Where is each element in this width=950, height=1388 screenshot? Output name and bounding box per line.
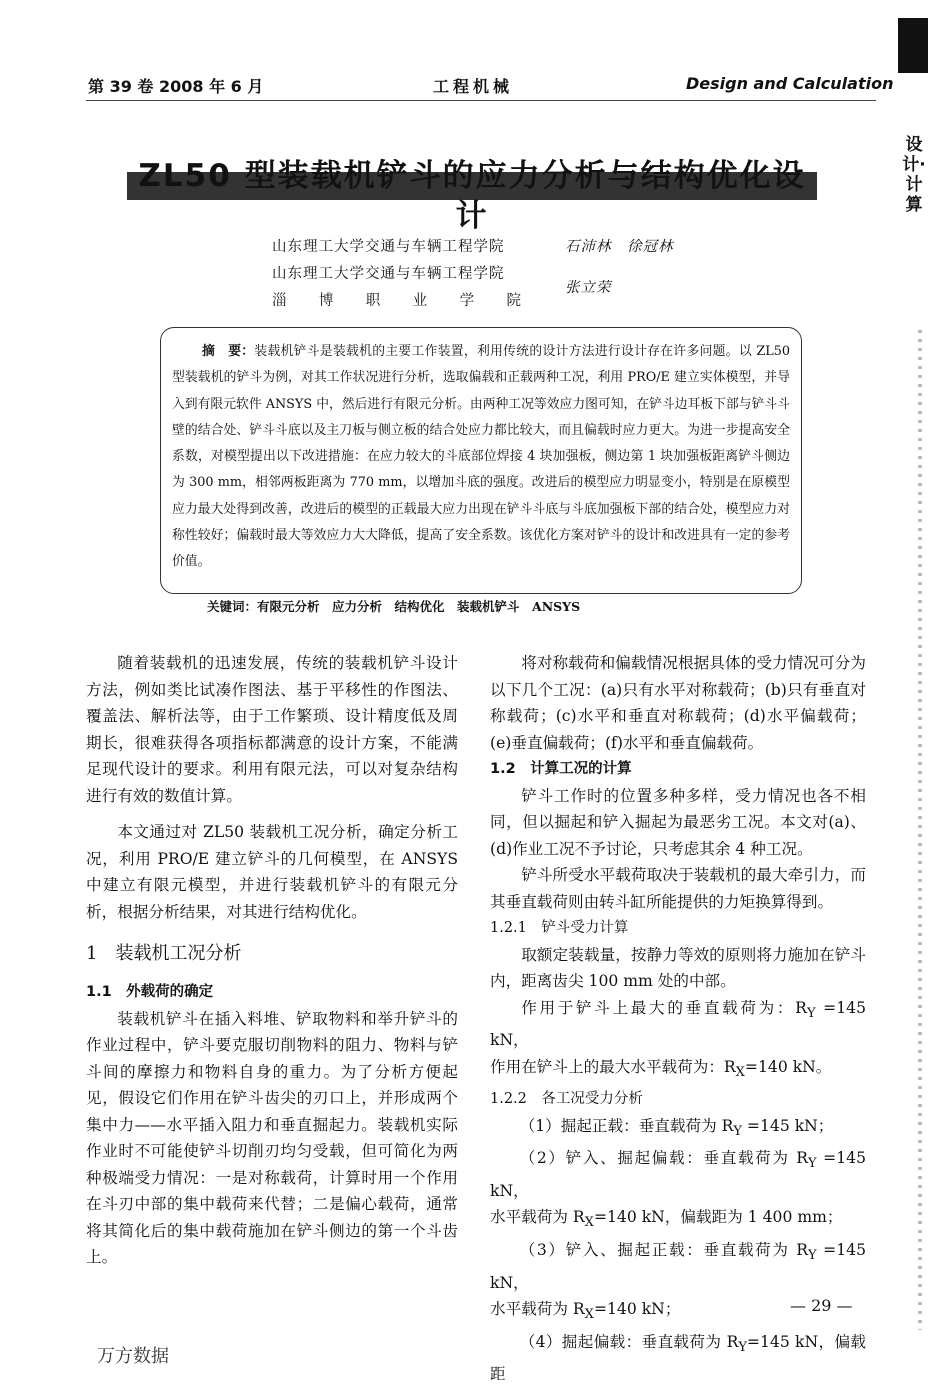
paragraph: 铲斗工作时的位置多种多样，受力情况也各不相同，但以掘起和铲入掘起为最恶劣工况。本文对(a)、(d)作业工况不予讨论，只考虑其余 4 种工况。 bbox=[490, 786, 866, 858]
text-run: 作用于铲斗上最大的垂直载荷为：R bbox=[521, 998, 807, 1017]
subscript: Y bbox=[807, 1156, 817, 1172]
list-item bbox=[490, 1237, 866, 1296]
right-column bbox=[490, 650, 866, 1388]
header-rule bbox=[86, 100, 876, 101]
subscript: X bbox=[735, 1064, 745, 1080]
affiliation-3 bbox=[272, 289, 522, 310]
authors-2: 张立荣 bbox=[565, 280, 612, 296]
list-item bbox=[490, 1113, 866, 1146]
footer-watermark: 万方数据 bbox=[97, 1346, 169, 1367]
text-run: =145 kN， bbox=[490, 998, 866, 1050]
subscript: Y bbox=[733, 1123, 742, 1139]
section-heading: 1 装载机工况分析 bbox=[86, 943, 242, 964]
abstract-label: 摘 要： bbox=[202, 344, 255, 359]
keywords-items: 有限元分析 应力分析 结构优化 装载机铲斗 ANSYS bbox=[257, 599, 581, 614]
affiliation-3-char: 院 bbox=[506, 293, 522, 309]
paragraph: 取额定装载量，按静力等效的原则将力施加在铲斗内，距离齿尖 100 mm 处的中部。 bbox=[490, 945, 866, 990]
subscript: X bbox=[584, 1307, 594, 1323]
keywords bbox=[207, 597, 580, 615]
abstract bbox=[172, 339, 790, 576]
subsubsection-heading: 1.2.2 各工况受力分析 bbox=[490, 1091, 643, 1108]
paragraph bbox=[490, 995, 866, 1054]
scan-edge-noise bbox=[918, 330, 922, 1330]
text-run: =140 kN，偏载距为 1 400 mm； bbox=[593, 1208, 843, 1227]
affiliation-3-char: 学 bbox=[459, 293, 476, 309]
text-run: =145 kN； bbox=[741, 1116, 834, 1135]
paragraph: 将对称载荷和偏载情况根据具体的受力情况可分为以下几个工况：(a)只有水平对称载荷；(b)只有垂直对称载荷；(c)水平和垂直对称载荷；(d)水平偏载荷；(e)垂直偏载荷；(f)水平和垂直偏载荷。 bbox=[490, 654, 866, 752]
paper-title: ZL50 型装载机铲斗的应力分析与结构优化设计 bbox=[138, 158, 806, 234]
text-run: =145 kN， bbox=[490, 1149, 866, 1200]
paragraph: 随着装载机的迅速发展，传统的装载机铲斗设计方法，例如类比试凑作图法、基于平移性的作图法、覆盖法、解析法等，由于工作繁琐、设计精度低及周期长，很难获得各项指标都满意的设计方案，不能满足现代设计的要求。利用有限元法，可以对复杂结构进行有效的数值计算。 bbox=[86, 654, 458, 805]
affiliation-3-char: 业 bbox=[412, 293, 429, 309]
paragraph: 装载机铲斗在插入料堆、铲取物料和举升铲斗的作业过程中，铲斗要克服切削物料的阻力、物料与铲斗间的摩擦力和物料自身的重力。为了分析方便起见，假设它们作用在铲斗齿尖的刃口上，并形成两个集中力——水平插入阻力和垂直掘起力。装载机实际作业时不可能使铲斗切削刃均匀受载，但可简化为两种极端受力情况：一是对称载荷，计算时用一个作用在斗刃中部的集中载荷来代替；二是偏心载荷，通常将其简化后的集中载荷施加在铲斗侧边的第一个斗齿上。 bbox=[86, 1009, 458, 1266]
subsection-heading: 1.2 计算工况的计算 bbox=[490, 761, 632, 777]
subscript: Y bbox=[806, 1005, 816, 1021]
text-run: =145 kN，偏载距 bbox=[490, 1332, 866, 1384]
text-run: 作用在铲斗上的最大水平载荷为：R bbox=[490, 1057, 736, 1076]
text-run: 水平载荷为 R bbox=[490, 1300, 585, 1319]
affiliation-3-char: 博 bbox=[318, 293, 335, 309]
text-run: =140 kN。 bbox=[744, 1057, 832, 1076]
list-item bbox=[490, 1329, 866, 1388]
affiliation-3-char: 淄 bbox=[272, 293, 288, 309]
list-item-continuation bbox=[490, 1204, 866, 1237]
paragraph bbox=[490, 1054, 866, 1087]
authors-1: 石沛林 徐冠林 bbox=[565, 239, 674, 255]
header-journal: 工程机械 bbox=[433, 77, 514, 96]
text-run: =140 kN； bbox=[593, 1300, 681, 1319]
text-run: （3）铲入、掘起正载：垂直载荷为 R bbox=[519, 1241, 808, 1260]
paragraph: 本文通过对 ZL50 装载机工况分析，确定分析工况，利用 PRO/E 建立铲斗的几何模型，在 ANSYS 中建立有限元模型，并进行装载机铲斗的有限元分析，根据分析结果，对其进行结构优化。 bbox=[86, 823, 458, 921]
affiliation-1: 山东理工大学交通与车辆工程学院 bbox=[272, 239, 505, 255]
text-run: （4）掘起偏载：垂直载荷为 R bbox=[519, 1332, 739, 1351]
text-run: 水平载荷为 R bbox=[490, 1208, 585, 1227]
subsubsection-heading: 1.2.1 铲斗受力计算 bbox=[490, 920, 629, 936]
page-number: — 29 — bbox=[790, 1296, 853, 1315]
abstract-body: 装载机铲斗是装载机的主要工作装置，利用传统的设计方法进行设计存在许多问题。以 ZL50 型装载机的铲斗为例，对其工作状况进行分析，选取偏载和正载两种工况，利用 PRO/E 建立实体模型，并导入到有限元软件 ANSYS 中，然后进行有限元分析。由两种工况等效应力图可知，在铲斗边耳板下部与铲斗斗壁的结合处、铲斗斗底以及主刀板与侧立板的结合处应力都比较大，而且偏载时应力更大。为进一步提高安全系数，对模型提出以下改进措施：在应力较大的斗底部位焊接 4 块加强板，侧边第 1 块加强板距离铲斗侧边为 300 mm，相邻两板距离为 770 mm，以增加斗底的强度。改进后的模型应力明显变小，特别是在原模型应力最大处得到改善，改进后的模型的正载最大应力出现在铲斗斗底与斗底加强板下部的结合处，模型应力对称性较好；偏载时最大等效应力大大降低，提高了安全系数。该优化方案对铲斗的设计和改进具有一定的参考价值。 bbox=[172, 344, 791, 570]
paragraph: 铲斗所受水平载荷取决于装载机的最大牵引力，而其垂直载荷则由转斗缸所能提供的力矩换算得到。 bbox=[490, 866, 866, 911]
text-run: （2）铲入、掘起偏载：垂直载荷为 R bbox=[519, 1149, 808, 1168]
side-tab-block bbox=[898, 18, 928, 73]
left-column bbox=[86, 650, 458, 1271]
text-run: （1）掘起正载：垂直载荷为 R bbox=[519, 1116, 734, 1135]
text-run: =145 kN， bbox=[490, 1241, 866, 1292]
header-section: Design and Calculation bbox=[686, 74, 894, 93]
affiliation-2: 山东理工大学交通与车辆工程学院 bbox=[272, 266, 505, 282]
list-item bbox=[490, 1145, 866, 1204]
subsection-heading: 1.1 外载荷的确定 bbox=[86, 984, 214, 1000]
subscript: Y bbox=[738, 1339, 747, 1355]
keywords-label: 关键词： bbox=[207, 599, 258, 614]
subscript: Y bbox=[807, 1248, 817, 1264]
side-section-label: 设计·计算 bbox=[902, 135, 926, 215]
header-issue: 第 39 卷 2008 年 6 月 bbox=[88, 77, 264, 96]
subscript: X bbox=[584, 1215, 594, 1231]
affiliation-3-char: 职 bbox=[365, 293, 382, 309]
